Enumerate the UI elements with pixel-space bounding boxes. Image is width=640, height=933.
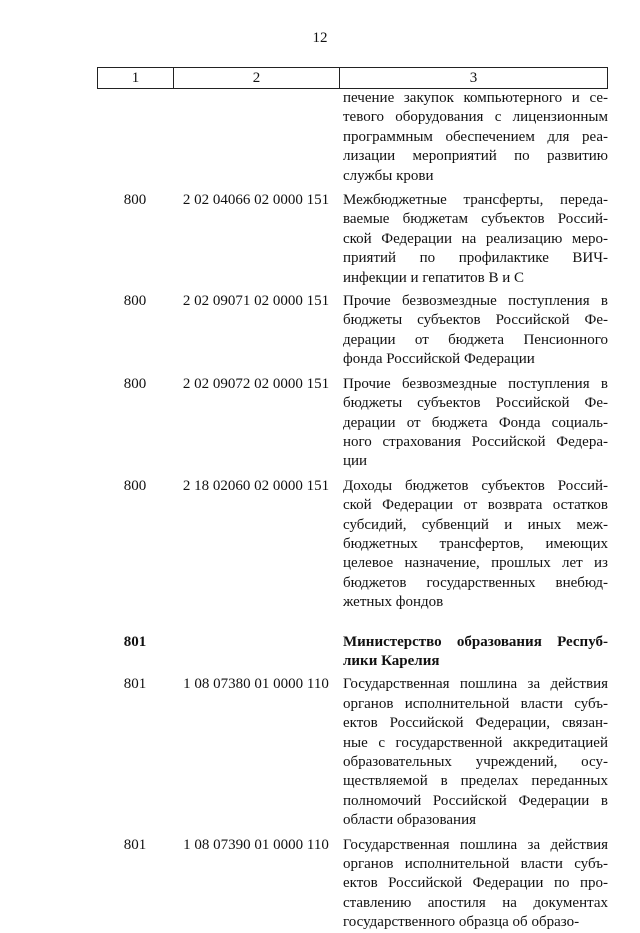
revenue-code-cell [173,633,339,672]
admin-code-cell: 801 [123,633,147,650]
revenue-code-cell: 2 02 04066 02 0000 151 [182,192,330,209]
description-line: Прочие безвозмездные поступления в [343,375,608,392]
description-cell [339,191,608,288]
description-line: службы крови [343,167,434,184]
description-line: Государственная пошлина за действия [343,836,608,853]
header-col-3: 3 [469,70,478,86]
description-line: Прочие безвозмездные поступления в [343,293,608,310]
admin-code-cell: 801 [123,836,147,853]
description-cell [339,375,608,472]
description-line: ектов Российской Федерации, связан- [343,715,608,732]
description-line: полномочий Российской Федерации в [343,792,608,809]
table-row [97,675,608,830]
description-line: лики Карелия [343,652,440,669]
description-line: Межбюджетные трансферты, переда- [343,192,608,209]
description-line: бюджеты субъектов Российской Фе- [343,312,608,329]
description-line: субсидий, субвенций и иных меж- [343,516,608,533]
description-line: тевого оборудования с лицензионным [343,109,608,126]
description-line: государственного образца об образо- [343,914,580,931]
description-cell [339,89,608,186]
description-line: бюджетов государственных внебюд- [343,574,608,591]
table-row [97,89,608,186]
description-cell [339,292,608,370]
description-line: бюджетных трансфертов, имеющих [343,535,608,552]
description-cell [339,477,608,613]
description-line: печение закупок компьютерного и се- [343,90,608,106]
header-col-1: 1 [98,68,174,88]
description-cell [339,633,608,672]
description-line: ции [343,453,368,470]
admin-code-cell: 800 [123,477,147,494]
description-line: ваемые бюджетам субъектов Россий- [343,211,608,228]
description-cell [339,836,608,933]
description-line: дерации от бюджета Фонда социаль- [343,414,608,431]
description-line: ской Федерации на реализацию меро- [343,230,608,247]
description-line: бюджеты субъектов Российской Фе- [343,395,608,412]
admin-code-cell [97,89,173,186]
description-line: Доходы бюджетов субъектов Россий- [343,477,608,494]
description-line: целевое назначение, прошлых лет из [343,555,608,572]
description-line: ской Федерации от возврата остатков [343,497,608,514]
table-header [97,67,608,89]
description-cell [339,675,608,830]
description-line: Государственная пошлина за действия [343,676,608,693]
description-line: ставлению апостиля на документах [343,894,608,911]
description-line: лизации мероприятий по развитию [343,148,608,165]
page-number: 12 [312,30,328,46]
admin-code-cell: 800 [123,293,147,310]
description-line: дерации от бюджета Пенсионного [343,331,608,348]
description-line: ектов Российской Федерации по про- [343,875,608,892]
revenue-code-cell: 2 02 09071 02 0000 151 [182,293,330,310]
description-line: инфекции и гепатитов В и С [343,269,525,286]
revenue-code-cell: 1 08 07380 01 0000 110 [183,676,329,693]
description-line: фонда Российской Федерации [343,351,535,368]
description-line: ществляемой в пределах переданных [343,773,608,790]
admin-code-cell: 800 [123,192,147,209]
table-row [97,477,608,613]
table-row [97,191,608,288]
table-row [97,375,608,472]
revenue-code-cell [173,89,339,186]
table-row [97,836,608,933]
description-line: органов исполнительной власти субъ- [343,856,608,873]
description-line: образовательных учреждений, осу- [343,754,608,770]
table-row [97,633,608,672]
description-line: ные с государственной аккредитацией [343,734,608,751]
description-line: органов исполнительной власти субъ- [343,695,608,712]
description-line: ного страхования Российской Федера- [343,433,608,450]
header-col-2: 2 [174,68,340,88]
description-line: программным обеспечением для реа- [343,128,608,145]
revenue-code-cell: 1 08 07390 01 0000 110 [183,836,329,853]
admin-code-cell: 801 [123,676,147,693]
table-body [97,89,608,933]
revenue-code-cell: 2 18 02060 02 0000 151 [182,477,330,494]
description-line: области образования [343,812,477,829]
table-row [97,292,608,370]
revenue-code-cell: 2 02 09072 02 0000 151 [182,375,330,392]
description-line: приятий по профилактике ВИЧ- [343,250,608,267]
admin-code-cell: 800 [123,375,147,392]
description-line: жетных фондов [343,594,444,611]
description-line: Министерство образования Респуб- [343,633,608,650]
